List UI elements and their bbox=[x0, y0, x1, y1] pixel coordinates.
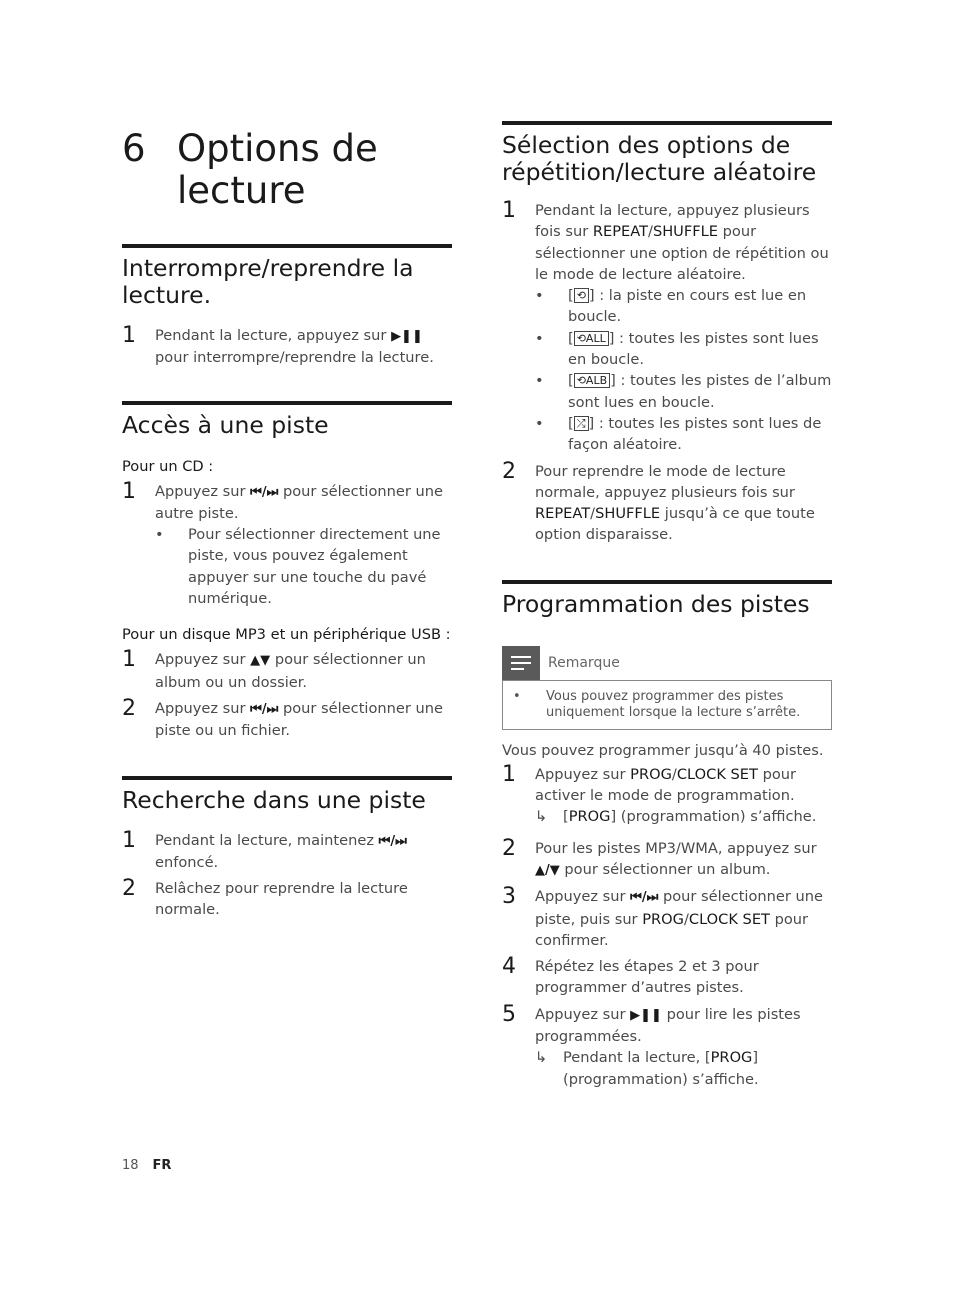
note-body bbox=[502, 680, 832, 730]
right-column bbox=[502, 121, 832, 1090]
left-column bbox=[122, 128, 452, 921]
step bbox=[122, 827, 452, 874]
step-number: 5 bbox=[502, 1001, 516, 1027]
step-number: 1 bbox=[502, 761, 516, 787]
cd-label: Pour un CD : bbox=[122, 457, 214, 475]
page-number: 18 bbox=[122, 1158, 139, 1173]
step-text: Appuyez sur PROG/CLOCK SET pour activer le mode de programmation. ↳ [PROG] (programmation) s’affiche. bbox=[535, 764, 832, 828]
chapter-title-line1: Options de bbox=[177, 127, 378, 170]
step-number: 2 bbox=[122, 876, 136, 902]
prog-key: PROG bbox=[630, 765, 672, 783]
section-search bbox=[122, 776, 452, 921]
up-down-icon: ▲▼ bbox=[250, 653, 271, 669]
section-title: Interrompre/reprendre la lecture. bbox=[122, 254, 414, 309]
step bbox=[502, 458, 832, 546]
repeat-key: REPEAT bbox=[535, 505, 591, 523]
step bbox=[122, 878, 452, 921]
section-access bbox=[122, 401, 452, 742]
step-text: Appuyez sur ⏮/⏭ pour sélectionner une piste ou un fichier. bbox=[155, 699, 443, 740]
shuffle-key: SHUFFLE bbox=[652, 223, 718, 241]
page-footer bbox=[122, 1158, 171, 1173]
up-down-icon: ▲/▼ bbox=[535, 862, 560, 878]
step-text: Répétez les étapes 2 et 3 pour programmer d’autres pistes. bbox=[535, 958, 759, 997]
step-text: Appuyez sur ⏮/⏭ pour sélectionner une autre piste. • Pour sélectionner directement une piste, vous pouvez également appuyer sur une touche du pavé numérique. bbox=[155, 481, 452, 610]
language-code: FR bbox=[152, 1158, 172, 1173]
prev-next-icon: ⏮/⏭ bbox=[250, 701, 279, 717]
step-number: 1 bbox=[122, 647, 136, 673]
result-line: ↳ [PROG] (programmation) s’affiche. bbox=[535, 806, 832, 827]
step-number: 2 bbox=[502, 835, 516, 861]
mp3-usb-label: Pour un disque MP3 et un périphérique USB : bbox=[122, 626, 451, 644]
step-text: Appuyez sur ▲▼ pour sélectionner un album ou un dossier. bbox=[155, 651, 426, 691]
result-line: ↳ Pendant la lecture, [PROG] (programmation) s’affiche. bbox=[535, 1047, 832, 1090]
play-pause-icon: ▶❚❚ bbox=[391, 329, 423, 344]
shuffle-icon: ⤮ bbox=[574, 416, 589, 431]
step bbox=[122, 695, 452, 742]
section-title: Recherche dans une piste bbox=[122, 785, 426, 814]
repeat-album-icon: ⟲ALB bbox=[574, 373, 610, 388]
section-repeat bbox=[502, 121, 832, 546]
step-text: Pendant la lecture, appuyez sur ▶❚❚ pour interrompre/reprendre la lecture. bbox=[155, 327, 434, 367]
step bbox=[502, 956, 832, 999]
note bbox=[502, 646, 832, 730]
prev-next-icon: ⏮/⏭ bbox=[630, 890, 659, 906]
section-pause bbox=[122, 244, 452, 369]
list-item: • [ ⟲ALB ] : toutes les pistes de l’album sont lues en boucle. bbox=[535, 370, 832, 413]
result-arrow-icon: ↳ bbox=[535, 808, 548, 826]
step bbox=[502, 1001, 832, 1090]
bullet-list bbox=[535, 285, 832, 455]
list-item: • [ ⟲ALL ] : toutes les pistes sont lues en boucle. bbox=[535, 328, 832, 371]
section-programming bbox=[502, 580, 832, 1090]
step-number: 1 bbox=[502, 198, 516, 223]
step-number: 3 bbox=[502, 884, 516, 910]
note-text: • Vous pouvez programmer des pistes uniquement lorsque la lecture s’arrête. bbox=[513, 689, 821, 721]
list-item: • [ ⟲ ] : la piste en cours est lue en boucle. bbox=[535, 285, 832, 328]
step-number: 2 bbox=[122, 695, 136, 721]
step bbox=[502, 886, 832, 951]
repeat-all-icon: ⟲ALL bbox=[574, 331, 609, 346]
section-title: Programmation des pistes bbox=[502, 589, 810, 618]
step-number: 2 bbox=[502, 458, 516, 484]
step-text: Appuyez sur ⏮/⏭ pour sélectionner une piste, puis sur PROG/CLOCK SET pour confirmer. bbox=[535, 888, 823, 949]
step bbox=[122, 649, 452, 693]
step-number: 4 bbox=[502, 954, 516, 980]
step bbox=[502, 200, 832, 456]
step-text: Pour reprendre le mode de lecture normale, appuyez plusieurs fois sur REPEAT/SHUFFLE jusqu’à ce que toute option disparaisse. bbox=[535, 462, 815, 544]
step-number: 1 bbox=[122, 323, 136, 348]
step-text: Appuyez sur ▶❚❚ pour lire les pistes programmées. ↳ Pendant la lecture, [PROG] (programmation) s’affiche. bbox=[535, 1004, 832, 1090]
step bbox=[122, 478, 452, 610]
result-arrow-icon: ↳ bbox=[535, 1049, 548, 1067]
step-number: 1 bbox=[122, 827, 136, 853]
chapter-title-line2: lecture bbox=[177, 169, 306, 212]
section-title: Accès à une piste bbox=[122, 410, 329, 439]
note-label: Remarque bbox=[548, 654, 620, 671]
step-text: Pendant la lecture, maintenez ⏮/⏭ enfoncé. bbox=[155, 831, 407, 871]
bullet-list bbox=[155, 524, 452, 609]
clock-set-key: CLOCK SET bbox=[676, 765, 758, 783]
note-icon bbox=[502, 646, 540, 680]
prog-key: PROG bbox=[642, 910, 684, 928]
step bbox=[502, 761, 832, 828]
play-pause-icon: ▶❚❚ bbox=[630, 1007, 662, 1023]
list-item: • Pour sélectionner directement une piste, vous pouvez également appuyer sur une touche du pavé numérique. bbox=[155, 524, 452, 609]
chapter-title bbox=[122, 128, 452, 212]
step-text: Relâchez pour reprendre la lecture normale. bbox=[155, 880, 408, 919]
step bbox=[122, 325, 452, 369]
step-text: Pendant la lecture, appuyez plusieurs fois sur REPEAT/SHUFFLE pour sélectionner une option de répétition ou le mode de lecture aléatoire. • [ ⟲ ] : la piste en cours est lue en boucle. • [ ⟲ALL ] : toutes les pistes sont lues en boucle. • [ ⟲ALB ] : toutes les pistes de l’album sont lues en boucle. • [ ⤮ ] : toutes les pistes sont lues de façon aléatoire. bbox=[535, 200, 832, 456]
chapter-number: 6 bbox=[122, 127, 146, 170]
clock-set-key: CLOCK SET bbox=[688, 910, 770, 928]
shuffle-key: SHUFFLE bbox=[595, 505, 661, 523]
prev-next-icon: ⏮/⏭ bbox=[378, 833, 407, 849]
repeat-key: REPEAT bbox=[592, 223, 649, 241]
step bbox=[502, 835, 832, 882]
step-text: Pour les pistes MP3/WMA, appuyez sur ▲/▼ pour sélectionner un album. bbox=[535, 839, 817, 878]
repeat-one-icon: ⟲ bbox=[574, 288, 589, 303]
intro-text: Vous pouvez programmer jusqu’à 40 pistes. bbox=[502, 741, 824, 759]
list-item: • [ ⤮ ] : toutes les pistes sont lues de façon aléatoire. bbox=[535, 413, 832, 456]
prev-next-icon: ⏮/⏭ bbox=[250, 484, 279, 500]
section-title: Sélection des options de répétition/lecture aléatoire bbox=[502, 131, 817, 186]
step-number: 1 bbox=[122, 478, 136, 504]
